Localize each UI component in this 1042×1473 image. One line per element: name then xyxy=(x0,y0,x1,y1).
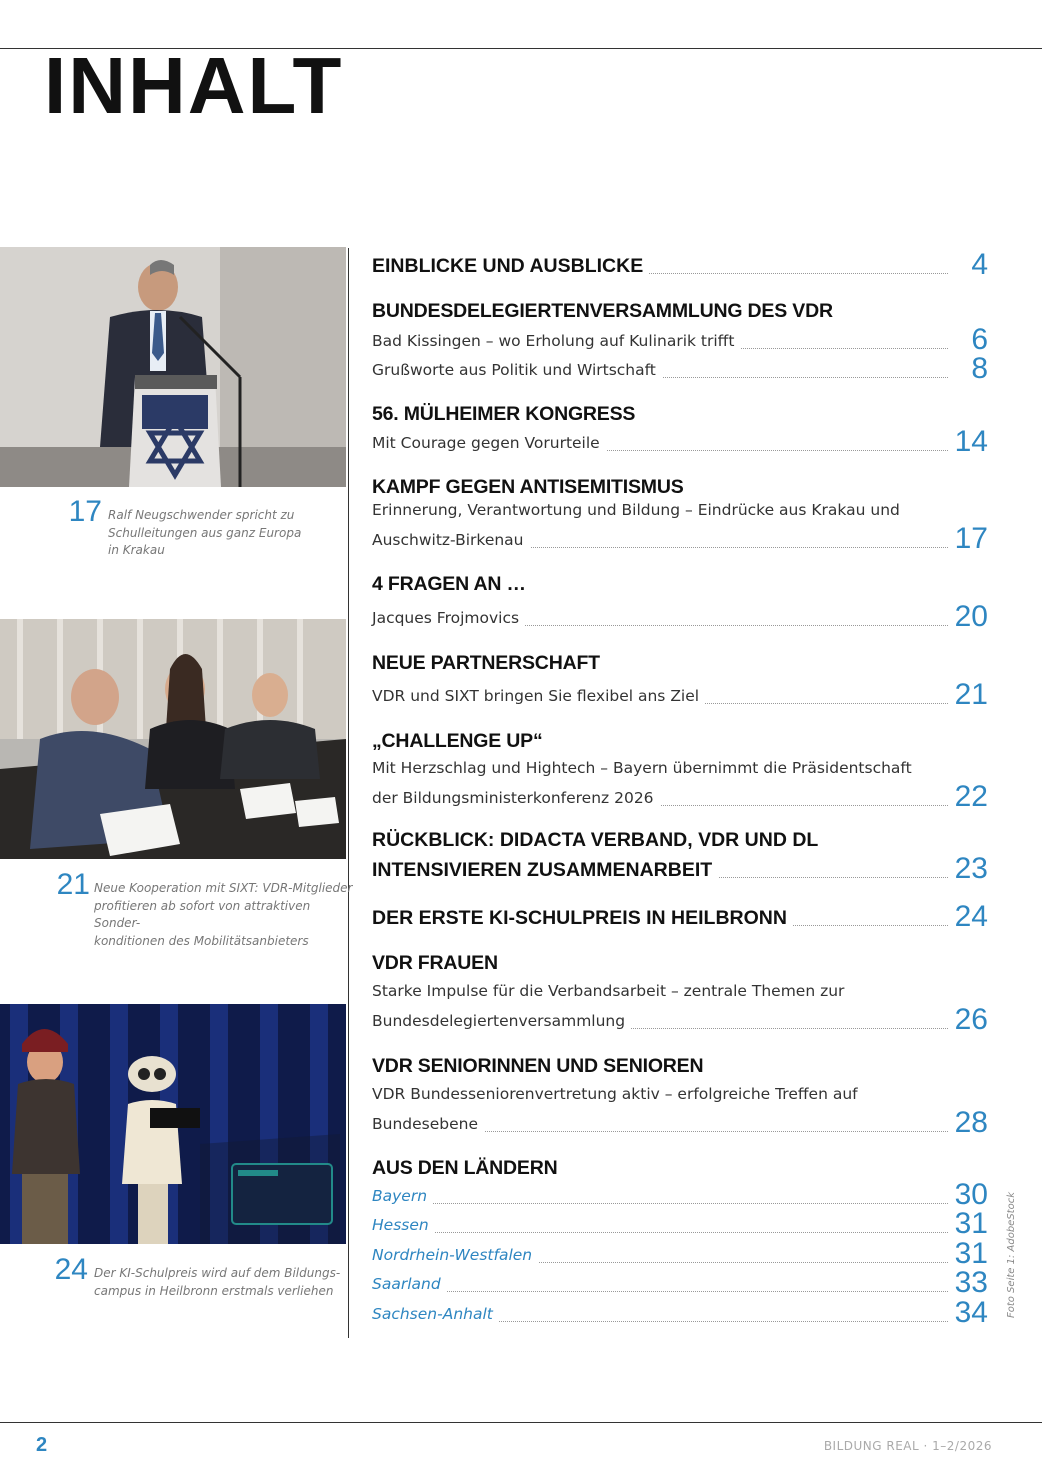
page-number: 34 xyxy=(954,1296,988,1329)
page-number: 31 xyxy=(954,1237,988,1270)
section-title-bdv: BUNDESDELEGIERTENVERSAMMLUNG DES VDR xyxy=(372,300,833,322)
entry-title-line1: RÜCKBLICK: DIDACTA VERBAND, VDR UND DL xyxy=(372,829,819,851)
section-title-muelheim: 56. MÜLHEIMER KONGRESS xyxy=(372,403,636,425)
section-title-senioren: VDR SENIORINNEN UND SENIOREN xyxy=(372,1055,704,1077)
toc-entry-bayern[interactable] xyxy=(372,1178,988,1211)
footer-magazine: BILDUNG REAL · 1–2/2026 xyxy=(823,1439,992,1453)
page-number: 21 xyxy=(954,678,988,711)
page-number: 28 xyxy=(954,1106,988,1139)
entry-title: Bad Kissingen – wo Erholung auf Kulinarik trifft xyxy=(372,329,740,353)
entry-title: DER ERSTE KI-SCHULPREIS IN HEILBRONN xyxy=(372,906,793,930)
entry-title-line2: Bundesdelegiertenversammlung xyxy=(372,1009,631,1033)
page-number: 20 xyxy=(954,600,988,633)
page-number: 33 xyxy=(954,1266,988,1299)
entry-title-line2: der Bildungsministerkonferenz 2026 xyxy=(372,786,660,810)
page-number: 24 xyxy=(954,900,988,933)
photo-signing xyxy=(0,619,346,859)
caption-number: 21 xyxy=(56,868,90,901)
footer-page-number: 2 xyxy=(36,1434,48,1456)
photo-speaker-podium xyxy=(0,247,346,487)
toc-entry[interactable] xyxy=(372,979,988,1036)
entry-title: Nordrhein-Westfalen xyxy=(372,1243,538,1267)
entry-title: Grußworte aus Politik und Wirtschaft xyxy=(372,358,662,382)
page-number: 4 xyxy=(971,248,988,281)
page-number: 23 xyxy=(954,852,988,885)
entry-title-line2: INTENSIVIEREN ZUSAMMENARBEIT xyxy=(372,858,718,882)
caption-text: Neue Kooperation mit SIXT: VDR-Mitglieder profitieren ab sofort von attraktiven Sonder- konditionen des Mobilitätsanbieters xyxy=(94,881,353,948)
entry-title: Jacques Frojmovics xyxy=(372,606,525,630)
entry-title-line2: Auschwitz-Birkenau xyxy=(372,528,530,552)
toc-entry[interactable] xyxy=(372,498,988,555)
signing-illustration xyxy=(0,619,346,859)
entry-title: Saarland xyxy=(372,1272,447,1296)
speaker-illustration xyxy=(0,247,346,487)
entry-title: Mit Courage gegen Vorurteile xyxy=(372,431,606,455)
page-number: 14 xyxy=(954,425,988,458)
section-title-challenge: „CHALLENGE UP“ xyxy=(372,730,543,752)
photo-robot-stage xyxy=(0,1004,346,1244)
page-title: INHALT xyxy=(44,41,344,130)
toc-entry-kischulpreis[interactable] xyxy=(372,900,988,933)
photo-credit: Foto Seite 1: AdobeStock xyxy=(1006,1191,1017,1318)
toc-entry-saarland[interactable] xyxy=(372,1266,988,1299)
toc-entry[interactable] xyxy=(372,323,988,356)
section-title-laender: AUS DEN LÄNDERN xyxy=(372,1157,558,1179)
entry-title-line1: Starke Impulse für die Verbandsarbeit – zentrale Themen zur xyxy=(372,982,845,1000)
caption-text: Der KI-Schulpreis wird auf dem Bildungs- campus in Heilbronn erstmals verliehen xyxy=(94,1266,341,1298)
section-title-antisemitismus: KAMPF GEGEN ANTISEMITISMUS xyxy=(372,476,684,498)
entry-title: Sachsen-Anhalt xyxy=(372,1302,499,1326)
toc-entry[interactable] xyxy=(372,678,988,711)
page-number: 8 xyxy=(971,352,988,385)
page-number: 26 xyxy=(954,1003,988,1036)
toc-entry-hessen[interactable] xyxy=(372,1207,988,1240)
entry-title: VDR und SIXT bringen Sie flexibel ans Ziel xyxy=(372,684,705,708)
robot-illustration xyxy=(0,1004,346,1244)
caption-text: Ralf Neugschwender spricht zu Schulleitungen aus ganz Europa in Krakau xyxy=(108,508,302,557)
bottom-rule xyxy=(0,1422,1042,1423)
section-title-fragen: 4 FRAGEN AN … xyxy=(372,573,526,595)
page-number: 22 xyxy=(954,780,988,813)
toc-entry[interactable] xyxy=(372,600,988,633)
toc-entry-sachsen-anhalt[interactable] xyxy=(372,1296,988,1329)
column-divider xyxy=(348,248,349,1338)
toc-entry[interactable] xyxy=(372,1082,988,1139)
entry-title-line1: VDR Bundesseniorenvertretung aktiv – erfolgreiche Treffen auf xyxy=(372,1085,858,1103)
caption-number: 17 xyxy=(68,495,102,528)
page-number: 30 xyxy=(954,1178,988,1211)
toc-entry[interactable] xyxy=(372,756,988,813)
toc-entry-rueckblick[interactable] xyxy=(372,828,988,885)
section-title-partnerschaft: NEUE PARTNERSCHAFT xyxy=(372,652,600,674)
entry-title: EINBLICKE UND AUSBLICKE xyxy=(372,254,649,278)
entry-title: Hessen xyxy=(372,1213,435,1237)
entry-title-line2: Bundesebene xyxy=(372,1112,484,1136)
toc-entry[interactable] xyxy=(372,352,988,385)
caption-number: 24 xyxy=(54,1253,88,1286)
section-title-frauen: VDR FRAUEN xyxy=(372,952,498,974)
page-number: 17 xyxy=(954,522,988,555)
entry-title: Bayern xyxy=(372,1184,433,1208)
toc-entry[interactable] xyxy=(372,425,988,458)
toc-entry-einblicke[interactable] xyxy=(372,248,988,281)
entry-title-line1: Erinnerung, Verantwortung und Bildung – Eindrücke aus Krakau und xyxy=(372,501,900,519)
toc-entry-nrw[interactable] xyxy=(372,1237,988,1270)
page-number: 31 xyxy=(954,1207,988,1240)
entry-title-line1: Mit Herzschlag und Hightech – Bayern übernimmt die Präsidentschaft xyxy=(372,759,912,777)
page-number: 6 xyxy=(971,323,988,356)
